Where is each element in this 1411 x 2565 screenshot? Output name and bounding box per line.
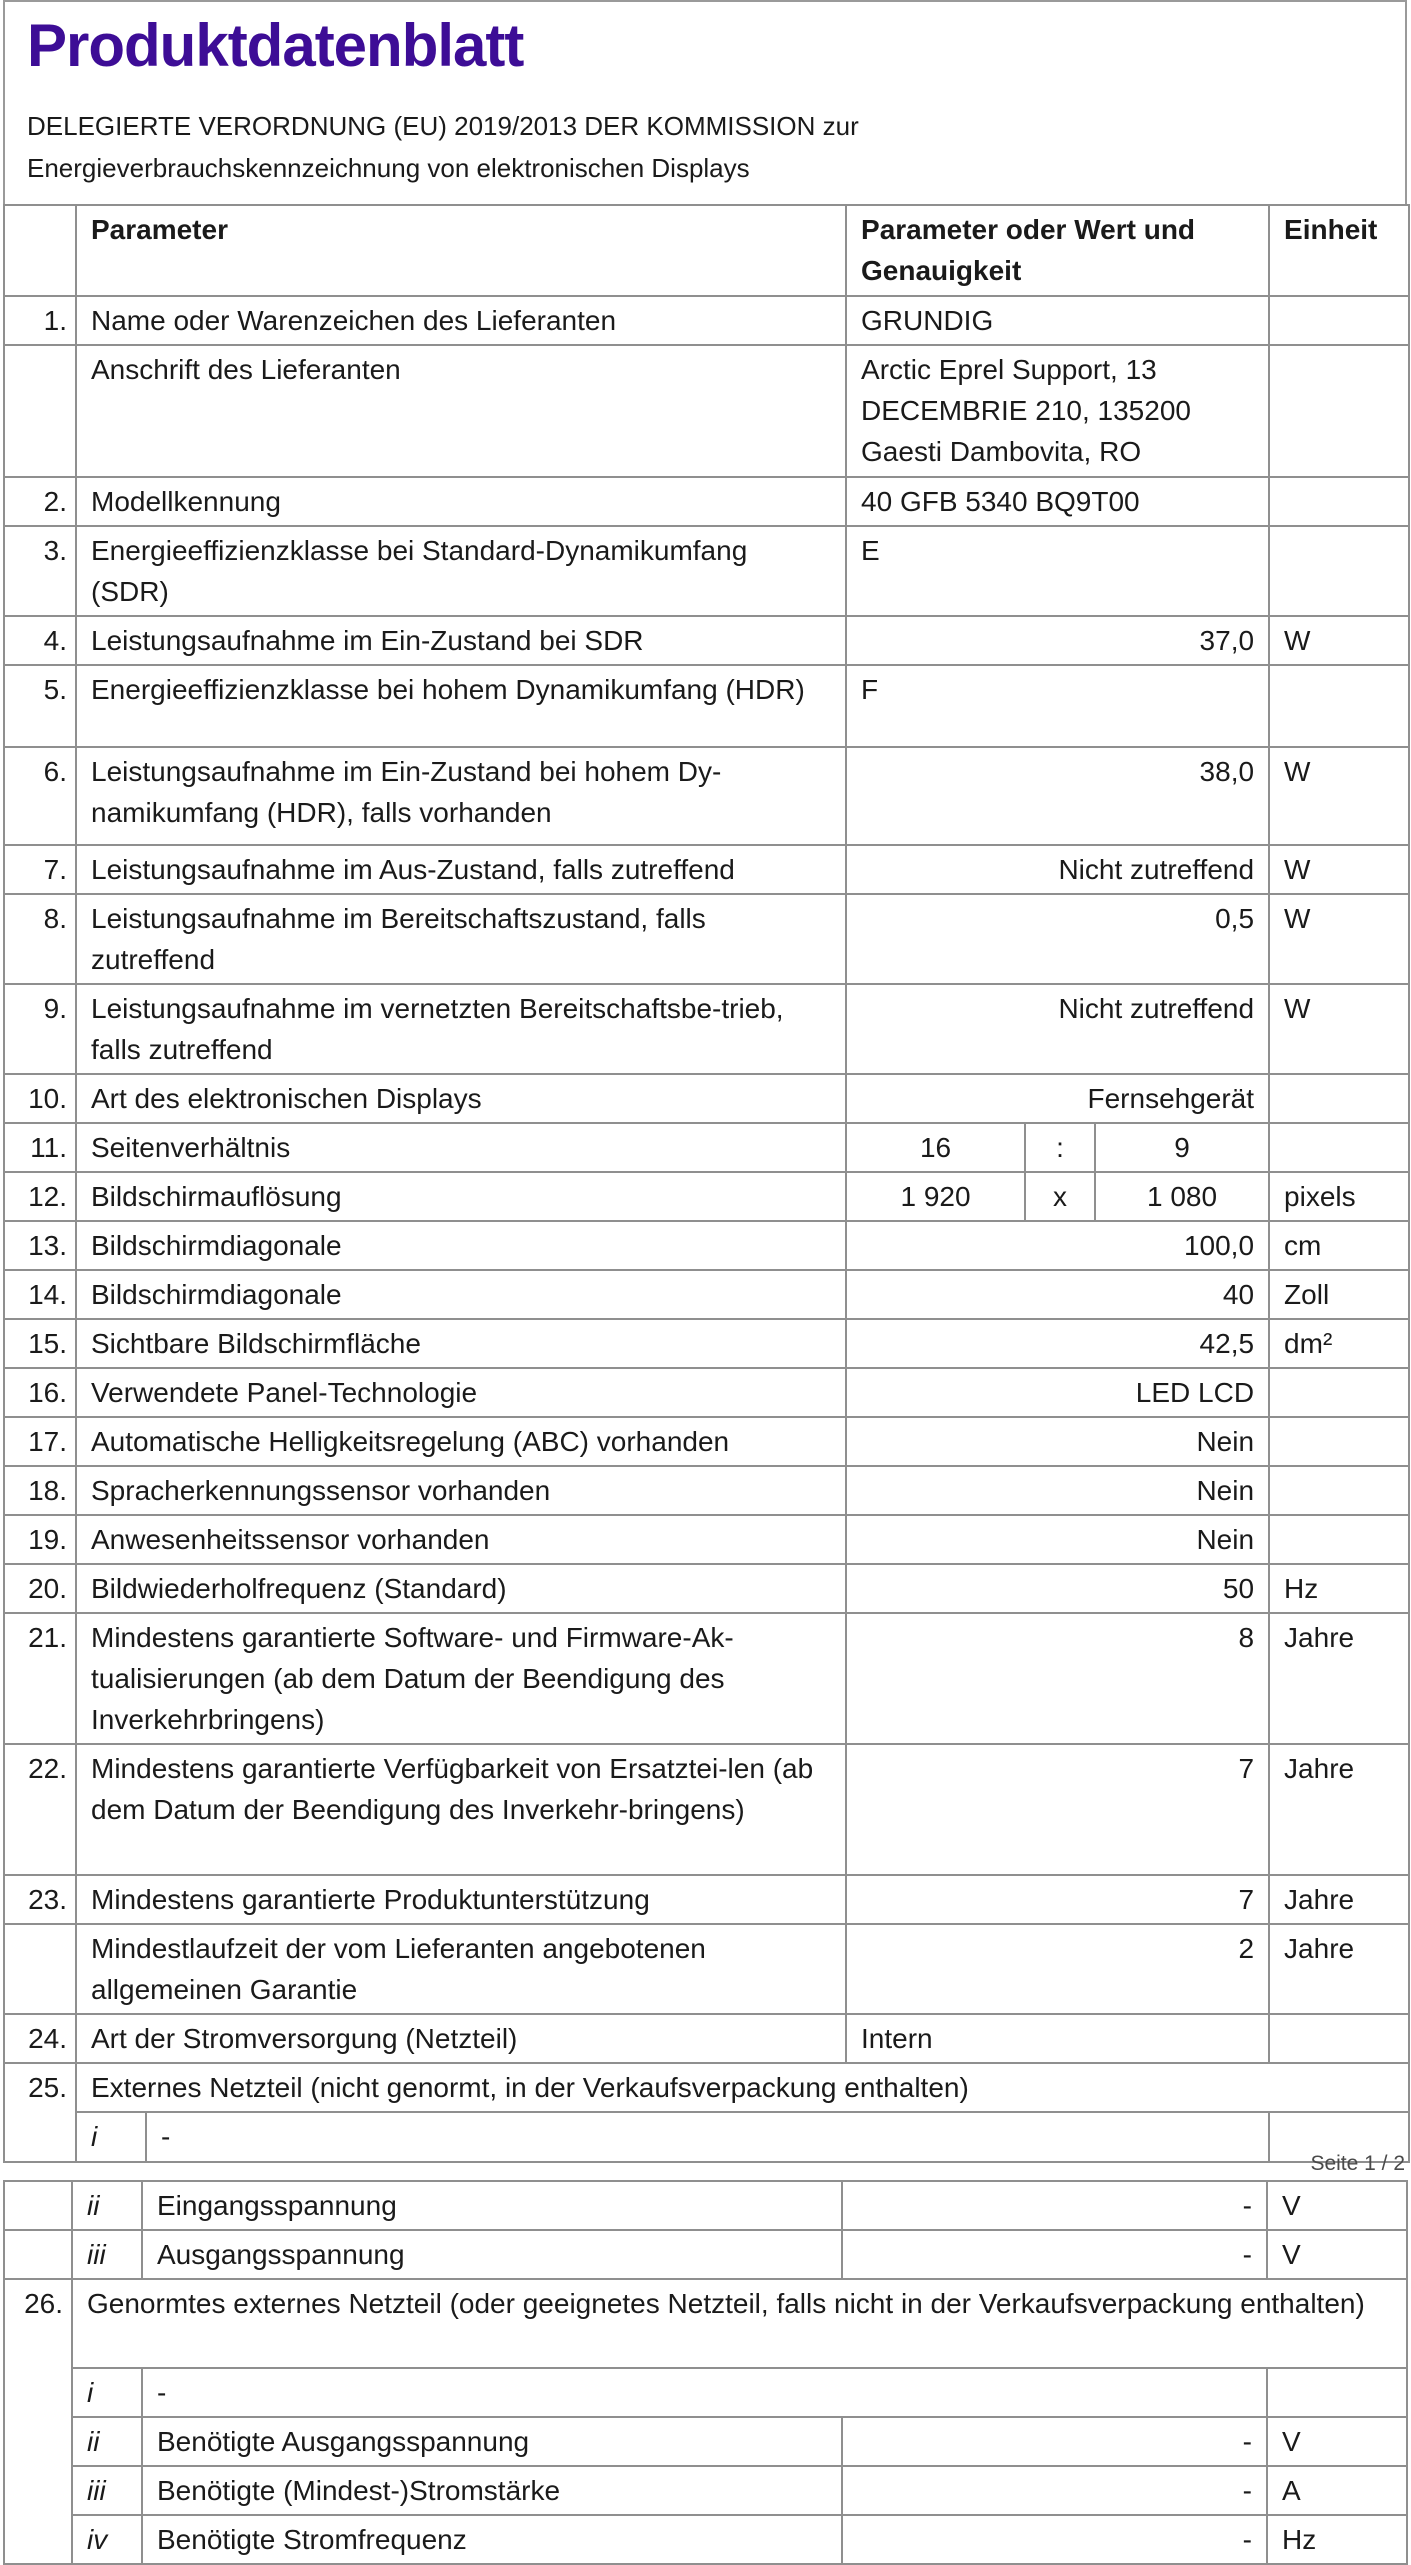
row-label: Genormtes externes Netzteil (oder geeignetes Netzteil, falls nicht in der Verkaufsverpackung enthalten) <box>72 2279 1407 2368</box>
sub-value: - <box>842 2417 1267 2466</box>
row-number: 20. <box>4 1564 76 1613</box>
row-number: 3. <box>4 526 76 616</box>
sub-index: i <box>72 2368 142 2417</box>
sub-unit: A <box>1267 2466 1407 2515</box>
table-row <box>4 2014 1409 2063</box>
table-subrow <box>4 2466 1407 2515</box>
row-number: 9. <box>4 984 76 1074</box>
sub-index: iii <box>72 2230 142 2279</box>
row-label: Name oder Warenzeichen des Lieferanten <box>76 296 846 345</box>
table-row <box>4 1074 1409 1123</box>
row-label: Leistungsaufnahme im Ein-Zustand bei hohem Dy-namikumfang (HDR), falls vorhanden <box>76 747 846 845</box>
row-number: 21. <box>4 1613 76 1744</box>
table-row <box>4 1924 1409 2014</box>
row-unit <box>1269 1466 1409 1515</box>
address-line-3: Gaesti Dambovita, RO <box>861 436 1142 467</box>
row-label: Leistungsaufnahme im Ein-Zustand bei SDR <box>76 616 846 665</box>
sub-index: ii <box>72 2181 142 2230</box>
regulation-subtitle <box>27 105 1327 189</box>
row-unit <box>1269 1123 1409 1172</box>
table-row <box>4 1368 1409 1417</box>
table-row <box>4 984 1409 1074</box>
row-value: Nein <box>846 1417 1269 1466</box>
row-number: 25. <box>4 2063 76 2162</box>
page-indicator: Seite 1 / 2 <box>1310 2152 1405 2175</box>
row-number <box>4 1924 76 2014</box>
table-row <box>4 1270 1409 1319</box>
row-label: Art des elektronischen Displays <box>76 1074 846 1123</box>
row-label: Mindestens garantierte Produktunterstützung <box>76 1875 846 1924</box>
row-unit <box>1269 665 1409 747</box>
row-label: Automatische Helligkeitsregelung (ABC) vorhanden <box>76 1417 846 1466</box>
sub-unit: V <box>1267 2181 1407 2230</box>
table-subrow <box>4 2112 1409 2162</box>
sub-index: ii <box>72 2417 142 2466</box>
aspect-width: 16 <box>846 1123 1025 1172</box>
sub-label: Benötigte Ausgangsspannung <box>142 2417 842 2466</box>
row-unit: W <box>1269 894 1409 984</box>
row-number: 7. <box>4 845 76 894</box>
row-unit: Jahre <box>1269 1744 1409 1875</box>
sub-label: - <box>142 2368 1267 2417</box>
table-row <box>4 1613 1409 1744</box>
header-value: Parameter oder Wert und Genauigkeit <box>846 205 1269 296</box>
row-number: 10. <box>4 1074 76 1123</box>
row-label: Spracherkennungssensor vorhanden <box>76 1466 846 1515</box>
row-number: 19. <box>4 1515 76 1564</box>
row-value: 2 <box>846 1924 1269 2014</box>
row-label: Externes Netzteil (nicht genormt, in der Verkaufsverpackung enthalten) <box>76 2063 1409 2112</box>
row-label: Bildwiederholfrequenz (Standard) <box>76 1564 846 1613</box>
row-unit <box>1269 1074 1409 1123</box>
row-unit: W <box>1269 616 1409 665</box>
row-unit: W <box>1269 845 1409 894</box>
table-subrow <box>4 2417 1407 2466</box>
table-subrow <box>4 2181 1407 2230</box>
subtitle-line-2: Energieverbrauchskennzeichnung von elektronischen Displays <box>27 153 750 183</box>
row-number: 16. <box>4 1368 76 1417</box>
sub-value: - <box>842 2230 1267 2279</box>
sub-label: Eingangsspannung <box>142 2181 842 2230</box>
table-row <box>4 1875 1409 1924</box>
row-unit <box>1269 477 1409 526</box>
table-row <box>4 477 1409 526</box>
row-label: Art der Stromversorgung (Netzteil) <box>76 2014 846 2063</box>
row-value: 38,0 <box>846 747 1269 845</box>
row-value: Nicht zutreffend <box>846 984 1269 1074</box>
table-row <box>4 526 1409 616</box>
row-unit <box>1269 345 1409 477</box>
table-row <box>4 665 1409 747</box>
sub-index: iii <box>72 2466 142 2515</box>
row-value-address <box>846 345 1269 477</box>
row-value: F <box>846 665 1269 747</box>
row-number: 11. <box>4 1123 76 1172</box>
document-title: Produktdatenblatt <box>27 12 524 79</box>
sub-label: Ausgangsspannung <box>142 2230 842 2279</box>
sub-index: iv <box>72 2515 142 2564</box>
header-parameter: Parameter <box>76 205 846 296</box>
row-value: Nein <box>846 1466 1269 1515</box>
sub-label: - <box>146 2112 1269 2162</box>
table-row <box>4 2063 1409 2112</box>
row-value: 7 <box>846 1875 1269 1924</box>
row-unit: Hz <box>1269 1564 1409 1613</box>
address-line-2: DECEMBRIE 210, 135200 <box>861 395 1191 426</box>
row-unit: cm <box>1269 1221 1409 1270</box>
row-unit <box>1269 1515 1409 1564</box>
row-number: 18. <box>4 1466 76 1515</box>
row-unit: W <box>1269 747 1409 845</box>
sub-unit: V <box>1267 2230 1407 2279</box>
row-value: Intern <box>846 2014 1269 2063</box>
resolution-width: 1 920 <box>846 1172 1025 1221</box>
row-label: Leistungsaufnahme im vernetzten Bereitschaftsbe-trieb, falls zutreffend <box>76 984 846 1074</box>
row-label: Leistungsaufnahme im Aus-Zustand, falls zutreffend <box>76 845 846 894</box>
row-unit <box>1269 2014 1409 2063</box>
row-value: E <box>846 526 1269 616</box>
table-row <box>4 1515 1409 1564</box>
table-row <box>4 747 1409 845</box>
row-number: 23. <box>4 1875 76 1924</box>
row-unit <box>1269 1417 1409 1466</box>
sub-unit <box>1267 2368 1407 2417</box>
resolution-separator: x <box>1025 1172 1095 1221</box>
row-value: 8 <box>846 1613 1269 1744</box>
aspect-separator: : <box>1025 1123 1095 1172</box>
row-number: 26. <box>4 2279 72 2564</box>
row-value: 40 GFB 5340 BQ9T00 <box>846 477 1269 526</box>
row-label: Modellkennung <box>76 477 846 526</box>
table-row <box>4 1221 1409 1270</box>
table-row <box>4 1123 1409 1172</box>
row-label: Bildschirmauflösung <box>76 1172 846 1221</box>
row-unit: Jahre <box>1269 1613 1409 1744</box>
row-label: Mindestens garantierte Verfügbarkeit von Ersatztei-len (ab dem Datum der Beendigung des Inverkehr-bringens) <box>76 1744 846 1875</box>
row-label: Leistungsaufnahme im Bereitschaftszustand, falls zutreffend <box>76 894 846 984</box>
row-label: Verwendete Panel-Technologie <box>76 1368 846 1417</box>
sub-value: - <box>842 2466 1267 2515</box>
table-subrow <box>4 2230 1407 2279</box>
address-line-1: Arctic Eprel Support, 13 <box>861 354 1157 385</box>
table-row <box>4 1417 1409 1466</box>
row-label: Seitenverhältnis <box>76 1123 846 1172</box>
row-unit: W <box>1269 984 1409 1074</box>
sub-value: - <box>842 2515 1267 2564</box>
product-data-table <box>3 204 1410 2163</box>
row-label: Mindestens garantierte Software- und Firmware-Ak-tualisierungen (ab dem Datum der Beendigung des Inverkehrbringens) <box>76 1613 846 1744</box>
row-unit <box>1269 296 1409 345</box>
row-number: 15. <box>4 1319 76 1368</box>
row-value: Nicht zutreffend <box>846 845 1269 894</box>
row-number: 24. <box>4 2014 76 2063</box>
table-row <box>4 345 1409 477</box>
row-number: 13. <box>4 1221 76 1270</box>
header-unit: Einheit <box>1269 205 1409 296</box>
table-row <box>4 1172 1409 1221</box>
row-value: Nein <box>846 1515 1269 1564</box>
row-value: GRUNDIG <box>846 296 1269 345</box>
table-subrow <box>4 2368 1407 2417</box>
row-number: 8. <box>4 894 76 984</box>
row-number: 2. <box>4 477 76 526</box>
row-number: 14. <box>4 1270 76 1319</box>
row-label: Mindestlaufzeit der vom Lieferanten angebotenen allgemeinen Garantie <box>76 1924 846 2014</box>
row-number: 5. <box>4 665 76 747</box>
resolution-height: 1 080 <box>1095 1172 1269 1221</box>
row-value: 100,0 <box>846 1221 1269 1270</box>
row-value: LED LCD <box>846 1368 1269 1417</box>
row-label: Anwesenheitssensor vorhanden <box>76 1515 846 1564</box>
table-row <box>4 1744 1409 1875</box>
table-row <box>4 296 1409 345</box>
row-number: 12. <box>4 1172 76 1221</box>
table-row <box>4 616 1409 665</box>
row-number: 22. <box>4 1744 76 1875</box>
row-number: 17. <box>4 1417 76 1466</box>
row-number <box>4 345 76 477</box>
aspect-height: 9 <box>1095 1123 1269 1172</box>
table-subrow <box>4 2515 1407 2564</box>
row-value: 0,5 <box>846 894 1269 984</box>
sub-unit: V <box>1267 2417 1407 2466</box>
product-data-table-continued <box>3 2180 1408 2565</box>
sub-value: - <box>842 2181 1267 2230</box>
row-value: Fernsehgerät <box>846 1074 1269 1123</box>
row-unit: pixels <box>1269 1172 1409 1221</box>
row-label: Energieeffizienzklasse bei Standard-Dynamikumfang (SDR) <box>76 526 846 616</box>
row-number: 6. <box>4 747 76 845</box>
table-row <box>4 1319 1409 1368</box>
table-row <box>4 845 1409 894</box>
row-number: 4. <box>4 616 76 665</box>
row-number-empty <box>4 2181 72 2230</box>
row-unit: Jahre <box>1269 1875 1409 1924</box>
row-label: Bildschirmdiagonale <box>76 1221 846 1270</box>
row-value: 40 <box>846 1270 1269 1319</box>
sub-label: Benötigte (Mindest-)Stromstärke <box>142 2466 842 2515</box>
table-header-row <box>4 205 1409 296</box>
row-unit <box>1269 526 1409 616</box>
header-num <box>4 205 76 296</box>
document-header <box>3 0 1407 204</box>
row-label: Sichtbare Bildschirmfläche <box>76 1319 846 1368</box>
row-value: 7 <box>846 1744 1269 1875</box>
row-unit <box>1269 1368 1409 1417</box>
row-value: 37,0 <box>846 616 1269 665</box>
row-number-empty <box>4 2230 72 2279</box>
row-unit: Zoll <box>1269 1270 1409 1319</box>
row-unit: dm² <box>1269 1319 1409 1368</box>
sub-unit: Hz <box>1267 2515 1407 2564</box>
row-label: Anschrift des Lieferanten <box>76 345 846 477</box>
row-number: 1. <box>4 296 76 345</box>
row-value: 50 <box>846 1564 1269 1613</box>
table-row <box>4 894 1409 984</box>
table-row <box>4 1466 1409 1515</box>
table-row <box>4 1564 1409 1613</box>
row-value: 42,5 <box>846 1319 1269 1368</box>
sub-index: i <box>76 2112 146 2162</box>
row-unit: Jahre <box>1269 1924 1409 2014</box>
row-label: Energieeffizienzklasse bei hohem Dynamikumfang (HDR) <box>76 665 846 747</box>
table-row <box>4 2279 1407 2368</box>
subtitle-line-1: DELEGIERTE VERORDNUNG (EU) 2019/2013 DER KOMMISSION zur <box>27 111 859 141</box>
row-label: Bildschirmdiagonale <box>76 1270 846 1319</box>
sub-label: Benötigte Stromfrequenz <box>142 2515 842 2564</box>
